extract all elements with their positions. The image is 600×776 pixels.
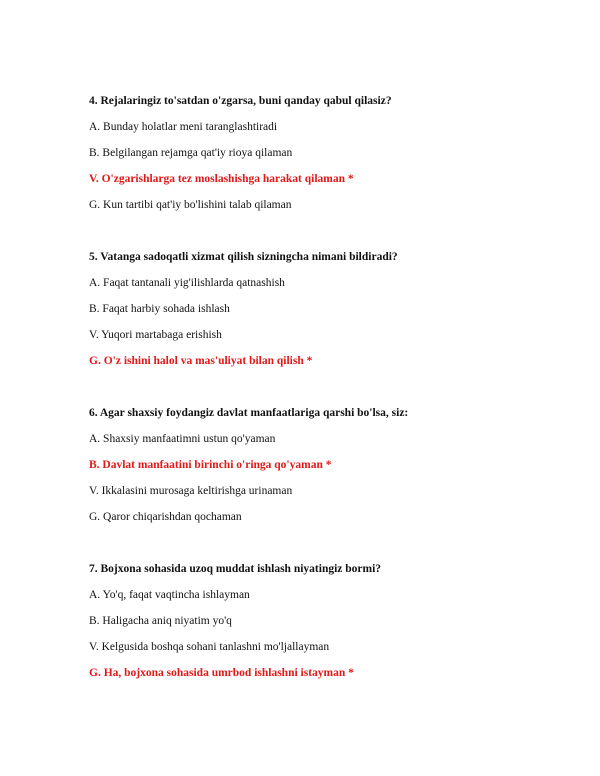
answer-option-g-correct: G. Ha, bojxona sohasida umrbod ishlashni istayman *	[89, 667, 354, 679]
question-title: 5. Vatanga sadoqatli xizmat qilish sizningcha nimani bildiradi?	[89, 251, 398, 263]
answer-option-v: V. Kelgusida boshqa sohani tanlashni mo'ljallayman	[89, 641, 330, 653]
question-title: 7. Bojxona sohasida uzoq muddat ishlash niyatingiz bormi?	[89, 563, 382, 575]
question-6	[89, 406, 559, 524]
answer-option-a: A. Faqat tantanali yig'ilishlarda qatnashish	[89, 277, 285, 289]
question-title: 6. Agar shaxsiy foydangiz davlat manfaatlariga qarshi bo'lsa, siz:	[89, 407, 409, 419]
answer-option-b-correct: B. Davlat manfaatini birinchi o'ringa qo'yaman *	[89, 459, 332, 471]
answer-option-v-correct: V. O'zgarishlarga tez moslashishga harakat qilaman *	[89, 173, 354, 185]
answer-option-a: A. Bunday holatlar meni taranglashtiradi	[89, 121, 278, 133]
answer-option-b: B. Belgilangan rejamga qat'iy rioya qilaman	[89, 147, 293, 159]
answer-option-b: B. Haligacha aniq niyatim yo'q	[89, 615, 232, 627]
answer-option-g: G. Kun tartibi qat'iy bo'lishini talab qilaman	[89, 199, 292, 211]
question-title: 4. Rejalaringiz to'satdan o'zgarsa, buni qanday qabul qilasiz?	[89, 95, 392, 107]
answer-option-a: A. Shaxsiy manfaatimni ustun qo'yaman	[89, 433, 276, 445]
answer-option-a: A. Yo'q, faqat vaqtincha ishlayman	[89, 589, 250, 601]
question-7	[89, 562, 559, 680]
question-4	[89, 94, 559, 212]
answer-option-v: V. Ikkalasini murosaga keltirishga urinaman	[89, 485, 293, 497]
question-5	[89, 250, 559, 368]
answer-option-v: V. Yuqori martabaga erishish	[89, 329, 222, 341]
answer-option-g: G. Qaror chiqarishdan qochaman	[89, 511, 242, 523]
answer-option-g-correct: G. O'z ishini halol va mas'uliyat bilan qilish *	[89, 355, 313, 367]
answer-option-b: B. Faqat harbiy sohada ishlash	[89, 303, 230, 315]
